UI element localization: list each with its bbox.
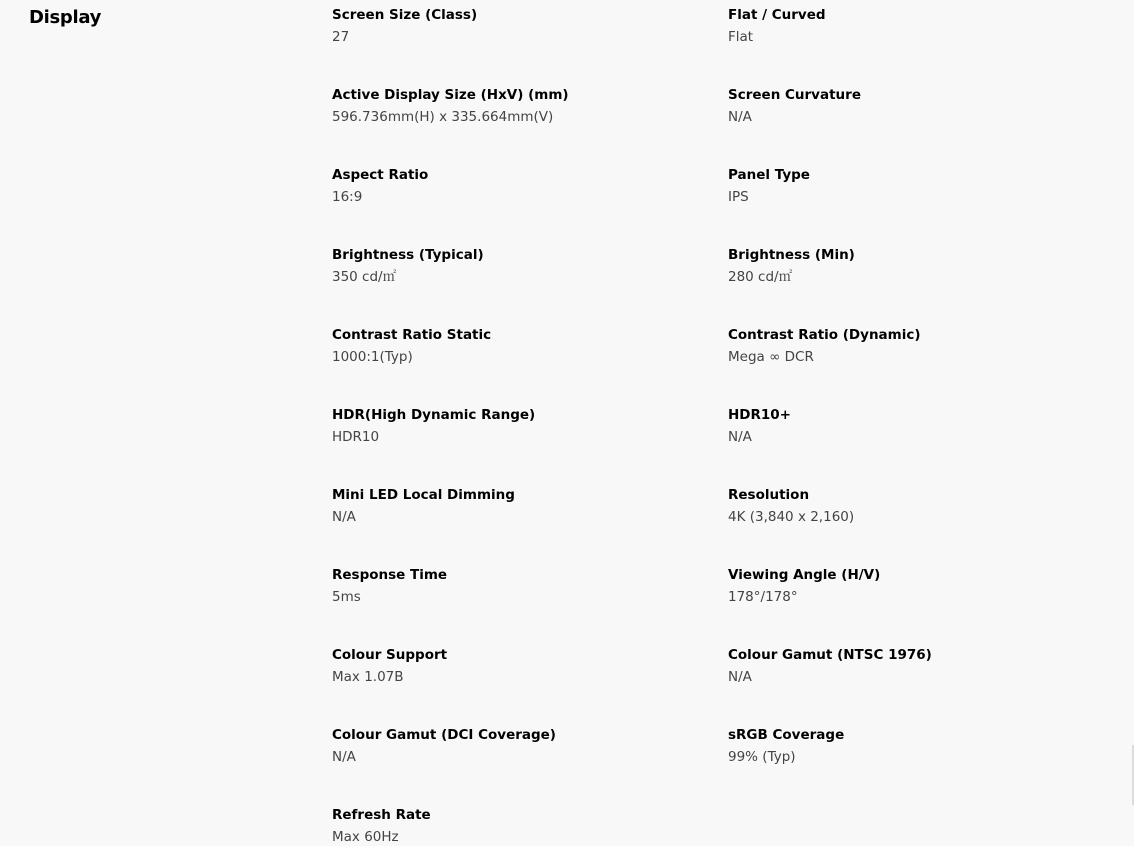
spec-label: Colour Gamut (DCI Coverage): [332, 727, 556, 743]
spec-value: N/A: [332, 509, 356, 525]
spec-value: 99% (Typ): [728, 749, 796, 765]
spec-value: 596.736mm(H) x 335.664mm(V): [332, 109, 554, 125]
spec-item: [332, 165, 728, 245]
spec-value: 5ms: [332, 589, 361, 605]
spec-label: sRGB Coverage: [728, 727, 845, 743]
spec-item: [332, 405, 728, 485]
spec-item: [332, 565, 728, 645]
spec-label: Contrast Ratio (Dynamic): [728, 327, 921, 343]
spec-label: Contrast Ratio Static: [332, 327, 492, 343]
spec-label: Colour Gamut (NTSC 1976): [728, 647, 932, 663]
spec-value: IPS: [728, 189, 749, 205]
spec-item: [332, 645, 728, 725]
spec-value: 350 cd/㎡: [332, 269, 397, 285]
spec-value: 27: [332, 29, 350, 45]
spec-item: [728, 325, 1122, 405]
spec-item: [332, 245, 728, 325]
spec-value: N/A: [728, 429, 752, 445]
section-title: Display: [29, 7, 102, 28]
spec-label: HDR(High Dynamic Range): [332, 407, 536, 423]
spec-item: [728, 565, 1122, 645]
spec-label: Colour Support: [332, 647, 448, 663]
spec-item: [332, 485, 728, 565]
spec-label: Panel Type: [728, 167, 810, 183]
spec-label: Brightness (Typical): [332, 247, 484, 263]
spec-value: Max 1.07B: [332, 669, 404, 685]
spec-value: 16:9: [332, 189, 363, 205]
spec-label: Refresh Rate: [332, 807, 431, 823]
spec-label: Brightness (Min): [728, 247, 855, 263]
spec-value: Flat: [728, 29, 754, 45]
spec-label: Resolution: [728, 487, 810, 503]
spec-value: Max 60Hz: [332, 829, 399, 845]
spec-label: Response Time: [332, 567, 448, 583]
spec-item: [332, 5, 728, 85]
spec-label: Active Display Size (HxV) (mm): [332, 87, 569, 103]
spec-value: 1000:1(Typ): [332, 349, 413, 365]
spec-value: N/A: [728, 669, 752, 685]
spec-value: N/A: [728, 109, 752, 125]
spec-item: [332, 85, 728, 165]
spec-value: Mega ∞ DCR: [728, 349, 814, 365]
spec-item: [728, 245, 1122, 325]
spec-item: [332, 805, 728, 846]
spec-label: HDR10+: [728, 407, 791, 423]
spec-item: [332, 325, 728, 405]
spec-item: [728, 5, 1122, 85]
spec-label: Viewing Angle (H/V): [728, 567, 881, 583]
spec-value: HDR10: [332, 429, 380, 445]
spec-label: Screen Size (Class): [332, 7, 478, 23]
spec-item: [728, 165, 1122, 245]
spec-label: Aspect Ratio: [332, 167, 429, 183]
spec-item: [332, 725, 728, 805]
spec-item: [728, 485, 1122, 565]
spec-label: Screen Curvature: [728, 87, 861, 103]
spec-grid: [332, 5, 1122, 846]
spec-item: [728, 85, 1122, 165]
spec-label: Mini LED Local Dimming: [332, 487, 515, 503]
spec-value: 280 cd/㎡: [728, 269, 793, 285]
spec-item: [728, 725, 1122, 805]
spec-value: 178°/178°: [728, 589, 798, 605]
spec-label: Flat / Curved: [728, 7, 826, 23]
spec-value: 4K (3,840 x 2,160): [728, 509, 855, 525]
spec-value: N/A: [332, 749, 356, 765]
spec-item: [728, 405, 1122, 485]
spec-item: [728, 645, 1122, 725]
